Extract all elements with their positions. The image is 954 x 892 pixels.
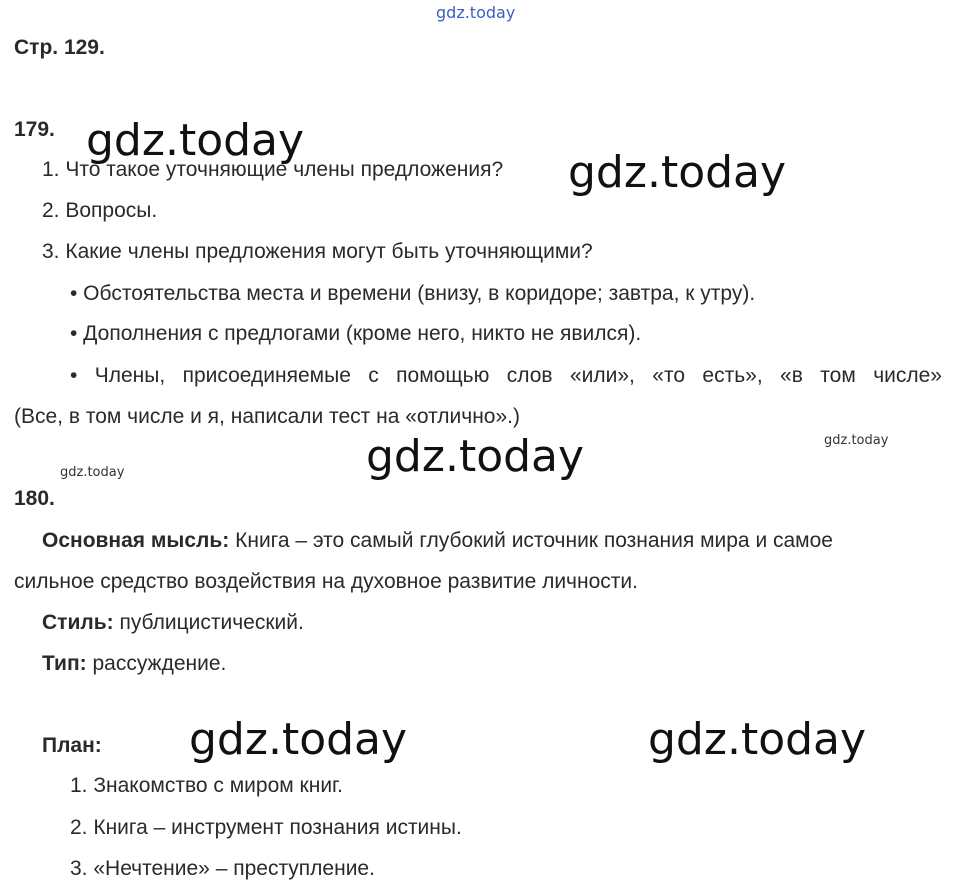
task-179-number: 179.	[14, 118, 55, 141]
task-180-main-idea-continuation: сильное средство воздействия на духовное развитие личности.	[14, 570, 638, 593]
plan-item-2: 2. Книга – инструмент познания истины.	[70, 816, 462, 839]
task-179-bullet-2: • Дополнения с предлогами (кроме него, никто не явился).	[70, 322, 642, 345]
watermark-large-5: gdz.today	[648, 714, 867, 765]
task-179-bullet-1: • Обстоятельства места и времени (внизу, в коридоре; завтра, к утру).	[70, 282, 756, 305]
type-label: Тип:	[42, 652, 87, 675]
plan-item-3: 3. «Нечтение» – преступление.	[70, 857, 375, 880]
watermark-top: gdz.today	[436, 3, 516, 22]
style-text: публицистический.	[113, 611, 304, 634]
watermark-large-2: gdz.today	[568, 147, 787, 198]
type-text: рассуждение.	[86, 652, 227, 675]
plan-item-1: 1. Знакомство с миром книг.	[70, 774, 343, 797]
task-179-bullet-3-continuation: (Все, в том числе и я, написали тест на «отлично».)	[14, 405, 520, 428]
watermark-large-4: gdz.today	[189, 714, 408, 765]
task-180-plan-label: План:	[42, 734, 102, 757]
watermark-small-1: gdz.today	[824, 433, 889, 448]
watermark-small-2: gdz.today	[60, 465, 125, 480]
main-idea-text: Книга – это самый глубокий источник познания мира и самое	[229, 529, 833, 552]
watermark-large-1: gdz.today	[86, 115, 305, 166]
watermark-large-3: gdz.today	[366, 431, 585, 482]
task-179-bullet-3: • Члены, присоединяемые с помощью слов «или», «то есть», «в том числе»	[70, 364, 942, 387]
style-label: Стиль:	[42, 611, 114, 634]
task-180-main-idea	[42, 528, 833, 554]
main-idea-label: Основная мысль:	[42, 529, 230, 552]
task-180-style	[42, 610, 304, 636]
task-179-question-2: 2. Вопросы.	[42, 199, 158, 222]
task-179-question-1: 1. Что такое уточняющие члены предложения?	[42, 158, 504, 181]
task-180-type	[42, 651, 226, 677]
task-179-question-3: 3. Какие члены предложения могут быть уточняющими?	[42, 240, 593, 263]
task-180-number: 180.	[14, 487, 55, 510]
page-label: Стр. 129.	[14, 36, 105, 59]
